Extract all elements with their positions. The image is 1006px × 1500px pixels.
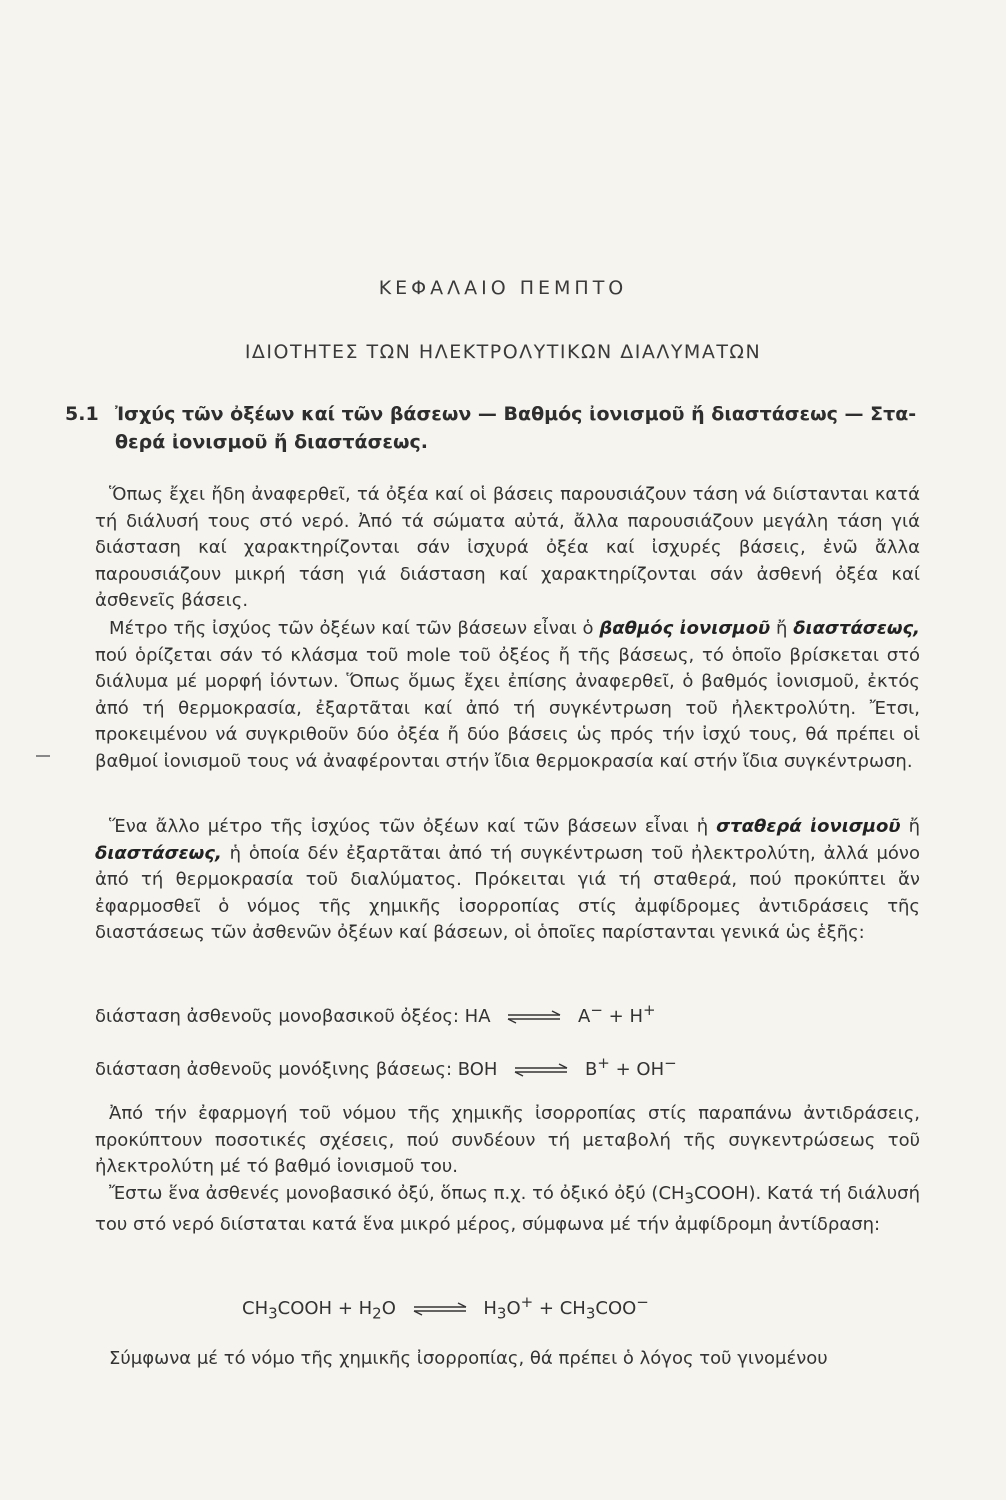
eq3-coo: COO — [595, 1298, 637, 1319]
eq3-ch: CH — [242, 1298, 269, 1319]
eq3-acetate-charge: − — [636, 1293, 649, 1311]
eq1-anion-charge: − — [590, 1001, 603, 1019]
paragraph-3-text — [95, 814, 920, 947]
p2-text-b: ἤ — [770, 618, 794, 639]
paragraph-5-text — [95, 1181, 920, 1239]
paragraph-6-text: Σύμφωνα μέ τό νόμο τῆς χημικῆς ἰσορροπίας, θά πρέπει ὁ λόγος τοῦ γινομένου — [109, 1348, 828, 1369]
equation-acetic-acid — [242, 1293, 649, 1323]
eq2-hydroxide-charge: − — [664, 1054, 677, 1072]
p5-sub: 3 — [684, 1189, 695, 1208]
p5-text-b: COOH). Κατά τή διάλυσή του στό νερό διίσταται κατά ἕνα μικρό μέρος, σύμφωνα μέ τήν ἀμφίδρομη ἀντίδραση: — [95, 1182, 920, 1235]
p2-text-a: Μέτρο τῆς ἰσχύος τῶν ὀξέων καί τῶν βάσεων εἶναι ὁ — [109, 618, 600, 639]
paragraph-2 — [95, 616, 920, 775]
eq2-cation: B — [584, 1059, 598, 1080]
chapter-title: ΙΔΙΟΤΗΤΕΣ ΤΩΝ ΗΛΕΚΤΡΟΛΥΤΙΚΩΝ ΔΙΑΛΥΜΑΤΩΝ — [244, 341, 762, 363]
eq3-h: H — [483, 1298, 497, 1319]
term-dissociation: διαστάσεως, — [793, 618, 920, 639]
section-heading — [65, 400, 925, 456]
eq3-ch3-sub: 3 — [585, 1304, 596, 1323]
eq2-right — [584, 1054, 677, 1080]
margin-mark — [36, 755, 50, 757]
eq3-h-sub: 2 — [372, 1304, 382, 1323]
equation-acid-dissociation — [95, 1001, 656, 1027]
eq3-hydronium-charge: + — [520, 1293, 534, 1311]
equilibrium-arrow-icon — [412, 1302, 468, 1316]
p3-text-c: ἡ ὁποία δέν ἐξαρτᾶται ἀπό τή συγκέντρωση τοῦ ἠλεκτρολύτη, ἀλλά μόνο ἀπό τή θερμοκρασία τοῦ διαλύματος. Πρόκειται γιά τή σταθερά, πού προκύπτει ἄν ἐφαρμοσθεῖ ὁ νόμος τῆς χημικῆς ἰσορροπίας στίς ἀμφίδρομες ἀντιδράσεις τῆς διαστάσεως τῶν ἀσθενῶν ὀξέων καί βάσεων, οἱ ὁποῖες παρίστανται γενικά ὡς ἑξῆς: — [95, 842, 920, 943]
eq3-ch-sub: 3 — [268, 1304, 278, 1323]
equilibrium-arrow-icon — [506, 1010, 562, 1024]
eq1-label: διάσταση ἀσθενοῦς μονοβασικοῦ ὀξέος: HA — [95, 1006, 491, 1027]
term-ionization-constant: σταθερά ἰονισμοῦ — [716, 816, 901, 837]
term-dissociation-constant: διαστάσεως, — [95, 842, 222, 864]
equation-base-dissociation — [95, 1054, 677, 1080]
paragraph-2-text — [95, 616, 920, 775]
eq2-hydroxide: + OH — [609, 1059, 665, 1080]
paragraph-1 — [95, 482, 920, 615]
paragraph-4 — [95, 1101, 920, 1238]
p3-text-a: Ἕνα ἄλλο μέτρο τῆς ἰσχύος τῶν ὀξέων καί τῶν βάσεων εἶναι ἡ — [109, 816, 717, 837]
p2-text-c: πού ὁρίζεται σάν τό κλάσμα τοῦ mole τοῦ ὀξέος ἤ τῆς βάσεως, τό ὁποῖο βρίσκεται στό διάλυμα μέ μορφή ἰόντων. Ὅπως ὅμως ἔχει ἐπίσης ἀναφερθεῖ, ὁ βαθμός ἰονισμοῦ, ἐκτός ἀπό τή θερμοκρασία, ἐξαρτᾶται καί ἀπό τή συγκέντρωση τοῦ ἠλεκτρολύτη. Ἔτσι, προκειμένου νά συγκριθοῦν δύο ὀξέα ἤ δύο βάσεις ὡς πρός τήν ἰσχύ τους, θά πρέπει οἱ βαθμοί ἰονισμοῦ τους νά ἀναφέρονται στήν ἴδια θερμοκρασία καί στήν ἴδια συγκέντρωση. — [95, 644, 920, 772]
equilibrium-arrow-icon — [513, 1063, 569, 1077]
eq2-label: διάσταση ἀσθενοῦς μονόξινης βάσεως: BOH — [95, 1059, 498, 1080]
paragraph-3 — [95, 814, 920, 947]
paragraph-1-text: Ὅπως ἔχει ἤδη ἀναφερθεῖ, τά ὀξέα καί οἱ βάσεις παρουσιάζουν τάση νά διίστανται κατά τή διάλυσή τους στό νερό. Ἀπό τά σώματα αὐτά, ἄλλα παρουσιάζουν μεγάλη τάση γιά διάσταση καί χαρακτηρίζονται σάν ἰσχυρά ὀξέα καί ἰσχυρές βάσεις, ἐνῶ ἄλλα παρουσιάζουν μικρή τάση γιά διάσταση καί χαρακτηρίζονται σάν ἀσθενή ὀξέα καί ἀσθενεῖς βάσεις. — [95, 484, 920, 611]
eq1-proton-charge: + — [642, 1001, 656, 1019]
eq2-cation-charge: + — [597, 1054, 610, 1072]
eq3-h3-sub: 3 — [496, 1304, 507, 1323]
eq3-o: O — [381, 1298, 396, 1319]
section-title-line2: θερά ἰονισμοῦ ἤ διαστάσεως. — [115, 431, 428, 453]
eq3-cooh-h: COOH + H — [277, 1298, 373, 1319]
term-degree-of-ionization: βαθμός ἰονισμοῦ — [599, 618, 771, 639]
paragraph-4-text: Ἀπό τήν ἐφαρμογή τοῦ νόμου τῆς χημικῆς ἰσορροπίας στίς παραπάνω ἀντιδράσεις, προκύπτουν ποσοτικές σχέσεις, πού συνδέουν τή μεταβολή τῆς συγκεντρώσεως τοῦ ἠλεκτρολύτη μέ τό βαθμό ἰονισμοῦ του. — [95, 1103, 920, 1177]
eq1-proton: + H — [602, 1006, 643, 1027]
p3-text-b: ἤ — [900, 816, 920, 837]
p5-text-a: Ἔστω ἕνα ἀσθενές μονοβασικό ὀξύ, ὅπως π.χ. τό ὀξικό ὀξύ (CH — [109, 1182, 685, 1204]
eq3-o2: O — [506, 1298, 521, 1319]
eq1-right — [578, 1001, 656, 1027]
eq3-plus-ch: + CH — [533, 1298, 586, 1319]
eq1-anion: A — [578, 1006, 591, 1027]
section-number: 5.1 — [65, 403, 99, 425]
paragraph-6 — [95, 1346, 920, 1373]
section-title-line1: Ἰσχύς τῶν ὀξέων καί τῶν βάσεων — Βαθμός ἰονισμοῦ ἤ διαστάσεως — Στα- — [115, 403, 917, 425]
chapter-heading: ΚΕΦΑΛΑΙΟ ΠΕΜΠΤΟ — [378, 277, 628, 299]
